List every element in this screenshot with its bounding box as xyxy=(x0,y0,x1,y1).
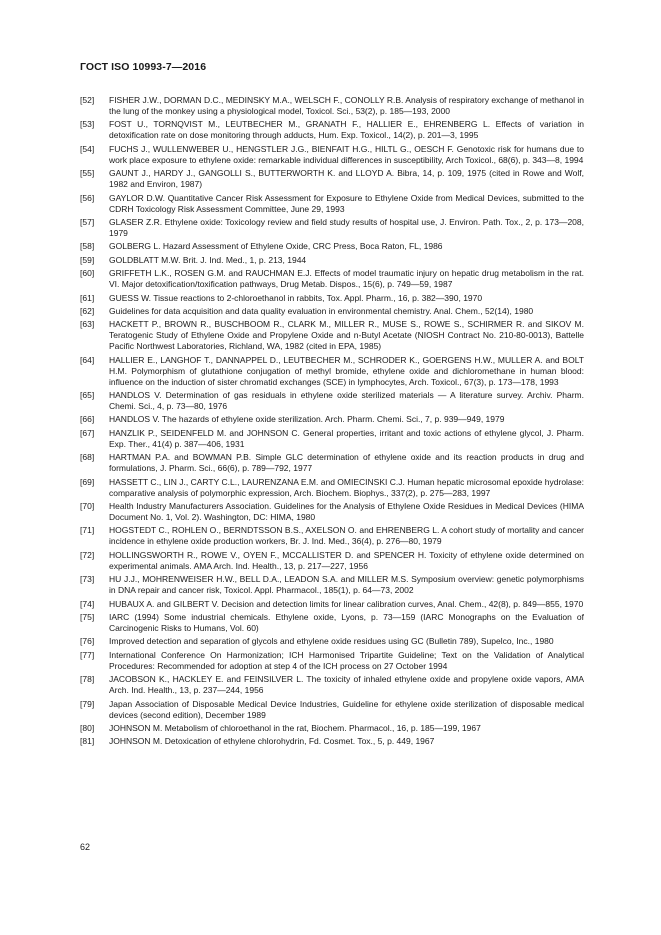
reference-item xyxy=(80,636,584,647)
reference-item xyxy=(80,428,584,450)
reference-item xyxy=(80,550,584,572)
reference-item xyxy=(80,268,584,290)
reference-text: FISHER J.W., DORMAN D.C., MEDINSKY M.A., WELSCH F., CONOLLY R.B. Analysis of respiratory exchange of methanol in the lung of the monkey using a physiological model, Toxicol. Sci., 53(2), p. 185—193, 2000 xyxy=(109,95,584,116)
reference-number: [56] xyxy=(80,192,95,203)
reference-text: Guidelines for data acquisition and data quality evaluation in environmental chemistry. Anal. Chem., 52(14), 1980 xyxy=(109,305,534,316)
reference-item xyxy=(80,168,584,190)
reference-item xyxy=(80,95,584,117)
reference-number: [63] xyxy=(80,319,95,330)
reference-text: HACKETT P., BROWN R., BUSCHBOOM R., CLARK M., MILLER R., MUSE S., ROWE S., SCHIRMER R. and SIKOV M. Teratogenic Study of Ethylene Oxide and Propylene Oxide and n-Butyl Acetate (NIOSH Contract No. 210-80-0013), Battelle Pacific Northwest Laboratories, Richland, WA, 1982 (cited in EPA, 1985) xyxy=(109,319,584,352)
reference-text: JOHNSON M. Metabolism of chloroethanol in the rat, Biochem. Pharmacol., 16, p. 185—199, 1967 xyxy=(109,722,481,733)
page-number: 62 xyxy=(80,842,91,852)
reference-text: JACOBSON K., HACKLEY E. and FEINSILVER L. The toxicity of inhaled ethylene oxide and propylene oxide vapors, AMA Arch. Ind. Health., 13, p. 237—244, 1956 xyxy=(109,674,584,696)
reference-text: Improved detection and separation of glycols and ethylene oxide residues using GC (Bulletin 789), Supelco, Inc., 1980 xyxy=(109,636,554,647)
reference-text: Health Industry Manufacturers Association. Guidelines for the Analysis of Ethylene Oxide Residues in Medical Devices (HIMA Document No. 1, Vol. 2). Washington, DC: HIMA, 1980 xyxy=(109,501,584,523)
reference-text: GOLBERG L. Hazard Assessment of Ethylene Oxide, CRC Press, Boca Raton, FL, 1986 xyxy=(109,241,443,252)
reference-text: HANDLOS V. Determination of gas residuals in ethylene oxide sterilized materials — A literature survey. Archiv. Pharm. Chemi. Sci., 4, p. 73—80, 1976 xyxy=(109,390,584,412)
reference-text: GUESS W. Tissue reactions to 2-chloroethanol in rabbits, Tox. Appl. Pharm., 16, p. 382—390, 1970 xyxy=(109,292,483,303)
reference-item xyxy=(80,255,584,266)
reference-item xyxy=(80,355,584,388)
reference-item xyxy=(80,390,584,412)
reference-number: [61] xyxy=(80,292,95,303)
reference-text: HANDLOS V. The hazards of ethylene oxide sterilization. Arch. Pharm. Chemi. Sci., 7, p. 939—949, 1979 xyxy=(109,414,505,425)
document-header: ГОСТ ISO 10993-7—2016 xyxy=(80,61,207,73)
reference-text: HU J.J., MOHRENWEISER H.W., BELL D.A., LEADON S.A. and MILLER M.S. Symposium overview: genetic polymorphisms in DNA repair and cancer risk, Toxicol. Appl. Pharmacol., 185(1), p. 64—73, 2002 xyxy=(109,574,584,596)
reference-number: [54] xyxy=(80,143,95,154)
reference-number: [52] xyxy=(80,95,95,105)
reference-item xyxy=(80,699,584,721)
reference-item xyxy=(80,477,584,499)
reference-number: [60] xyxy=(80,268,95,279)
reference-item xyxy=(80,144,584,166)
reference-number: [58] xyxy=(80,241,95,252)
reference-text: GAYLOR D.W. Quantitative Cancer Risk Assessment for Exposure to Ethylene Oxide from Medical Devices, submitted to the CDRH Toxicology Risk Assessment Committee, June 29, 1993 xyxy=(109,192,584,214)
reference-item xyxy=(80,736,584,747)
reference-text: International Conference On Harmonization; ICH Harmonised Tripartite Guideline; Text on the Validation of Analytical Procedures: Recommended for adoption at step 4 of the ICH process on 27 October 1994 xyxy=(109,649,584,671)
reference-number: [75] xyxy=(80,611,95,622)
reference-item xyxy=(80,452,584,474)
reference-item xyxy=(80,319,584,352)
reference-item xyxy=(80,599,584,610)
reference-number: [78] xyxy=(80,674,95,685)
reference-item xyxy=(80,650,584,672)
reference-item xyxy=(80,525,584,547)
reference-number: [77] xyxy=(80,649,95,660)
reference-number: [64] xyxy=(80,354,95,365)
reference-text: GRIFFETH L.K., ROSEN G.M. and RAUCHMAN E.J. Effects of model traumatic injury on hepatic drug metabolism in the rat. VI. Major detoxification/toxification pathways, Drug Metab. Dispos., 15(6), p. 749—59, 1987 xyxy=(109,268,584,290)
reference-text: HOGSTEDT C., ROHLEN O., BERNDTSSON B.S., AXELSON O. and EHRENBERG L. A cohort study of mortality and cancer incidence in ethylene oxide production workers, Br. J. Ind. Med., 36(4), p. 276—80, 1979 xyxy=(109,525,584,547)
reference-item xyxy=(80,414,584,425)
reference-text: HALLIER E., LANGHOF T., DANNAPPEL D., LEUTBECHER M., SCHRODER K., GOERGENS H.W., MULLER A. and BOLT H.M. Polymorphism of glutathione conjugation of methyl bromide, ethylene oxide and dichloromethane in human blood: influence on the induction of sister chromatid exchanges (SCE) in lymphocytes, Arch. Toxicol., 67(3), p. 173—178, 1993 xyxy=(109,354,584,387)
reference-item xyxy=(80,119,584,141)
reference-number: [76] xyxy=(80,636,95,647)
reference-number: [79] xyxy=(80,698,95,709)
reference-list xyxy=(80,95,584,750)
reference-number: [74] xyxy=(80,598,95,609)
reference-text: GLASER Z.R. Ethylene oxide: Toxicology review and field study results of hospital use, J. Environ. Path. Tox., 2, p. 173—208, 1979 xyxy=(109,216,584,238)
reference-number: [66] xyxy=(80,414,95,425)
reference-number: [80] xyxy=(80,722,95,733)
reference-number: [55] xyxy=(80,168,95,179)
reference-text: FOST U., TORNQVIST M., LEUTBECHER M., GRANATH F., HALLIER E., EHRENBERG L. Effects of variation in detoxification rate on dose monitoring through adducts, Hum. Exp. Toxicol., 14(2), p. 201—3, 1995 xyxy=(109,119,584,141)
reference-item xyxy=(80,241,584,252)
reference-item xyxy=(80,723,584,734)
reference-number: [69] xyxy=(80,476,95,487)
reference-item xyxy=(80,306,584,317)
reference-number: [59] xyxy=(80,254,95,265)
reference-text: HARTMAN P.A. and BOWMAN P.B. Simple GLC determination of ethylene oxide and its reaction products in drug and formulations, J. Pharm. Sci., 66(6), p. 789—792, 1977 xyxy=(109,452,584,474)
reference-text: FUCHS J., WULLENWEBER U., HENGSTLER J.G., BIENFAIT H.G., HILTL G., OESCH F. Genotoxic risk for humans due to work place exposure to ethylene oxide: remarkable individual differences in susceptibility, Arch Toxicol., 68(6), p. 343—8, 1994 xyxy=(109,143,584,165)
reference-text: HANZLIK P., SEIDENFELD M. and JOHNSON C. General properties, irritant and toxic actions of ethylene glycol, J. Pharm. Exp. Ther., 41(4) p. 387—406, 1931 xyxy=(109,427,584,449)
reference-item xyxy=(80,501,584,523)
reference-text: HOLLINGSWORTH R., ROWE V., OYEN F., MCCALLISTER D. and SPENCER H. Toxicity of ethylene oxide determined on experimental animals. AMA Arch. Ind. Health., 13, p. 217—227, 1956 xyxy=(109,549,584,571)
reference-number: [71] xyxy=(80,525,95,536)
reference-number: [68] xyxy=(80,452,95,463)
reference-item xyxy=(80,217,584,239)
reference-text: HASSETT C., LIN J., CARTY C.L., LAURENZANA E.M. and OMIECINSKI C.J. Human hepatic microsomal epoxide hydrolase: comparative analysis of polymorphic expression, Arch. Biochem. Biophys., 337(2), p. 275—283, 1997 xyxy=(109,476,584,498)
reference-number: [62] xyxy=(80,305,95,316)
reference-number: [65] xyxy=(80,390,95,401)
reference-text: GAUNT J., HARDY J., GANGOLLI S., BUTTERWORTH K. and LLOYD A. Bibra, 14, p. 109, 1975 (cited in Rowe and Wolf, 1982 and Environ, 1987) xyxy=(109,168,584,190)
reference-text: GOLDBLATT M.W. Brit. J. Ind. Med., 1, p. 213, 1944 xyxy=(109,254,307,265)
reference-number: [72] xyxy=(80,549,95,560)
reference-item xyxy=(80,612,584,634)
reference-number: [57] xyxy=(80,216,95,227)
reference-number: [73] xyxy=(80,574,95,585)
reference-number: [70] xyxy=(80,501,95,512)
reference-item xyxy=(80,674,584,696)
reference-text: IARC (1994) Some industrial chemicals. Ethylene oxide, Lyons, p. 73—159 (IARC Monographs on the Evaluation of Carcinogenic Risks to Humans, Vol. 60) xyxy=(109,611,584,633)
reference-text: JOHNSON M. Detoxication of ethylene chlorohydrin, Fd. Cosmet. Tox., 5, p. 449, 1967 xyxy=(109,736,435,747)
reference-number: [67] xyxy=(80,427,95,438)
reference-number: [81] xyxy=(80,736,95,747)
reference-item xyxy=(80,574,584,596)
reference-text: HUBAUX A. and GILBERT V. Decision and detection limits for linear calibration curves, Anal. Chem., 42(8), p. 849—855, 1970 xyxy=(109,598,584,609)
reference-number: [53] xyxy=(80,119,95,130)
reference-item xyxy=(80,293,584,304)
reference-item xyxy=(80,193,584,215)
reference-text: Japan Association of Disposable Medical Device Industries, Guideline for ethylene oxide sterilization of disposable medical devices (second edition), December 1989 xyxy=(109,698,584,720)
